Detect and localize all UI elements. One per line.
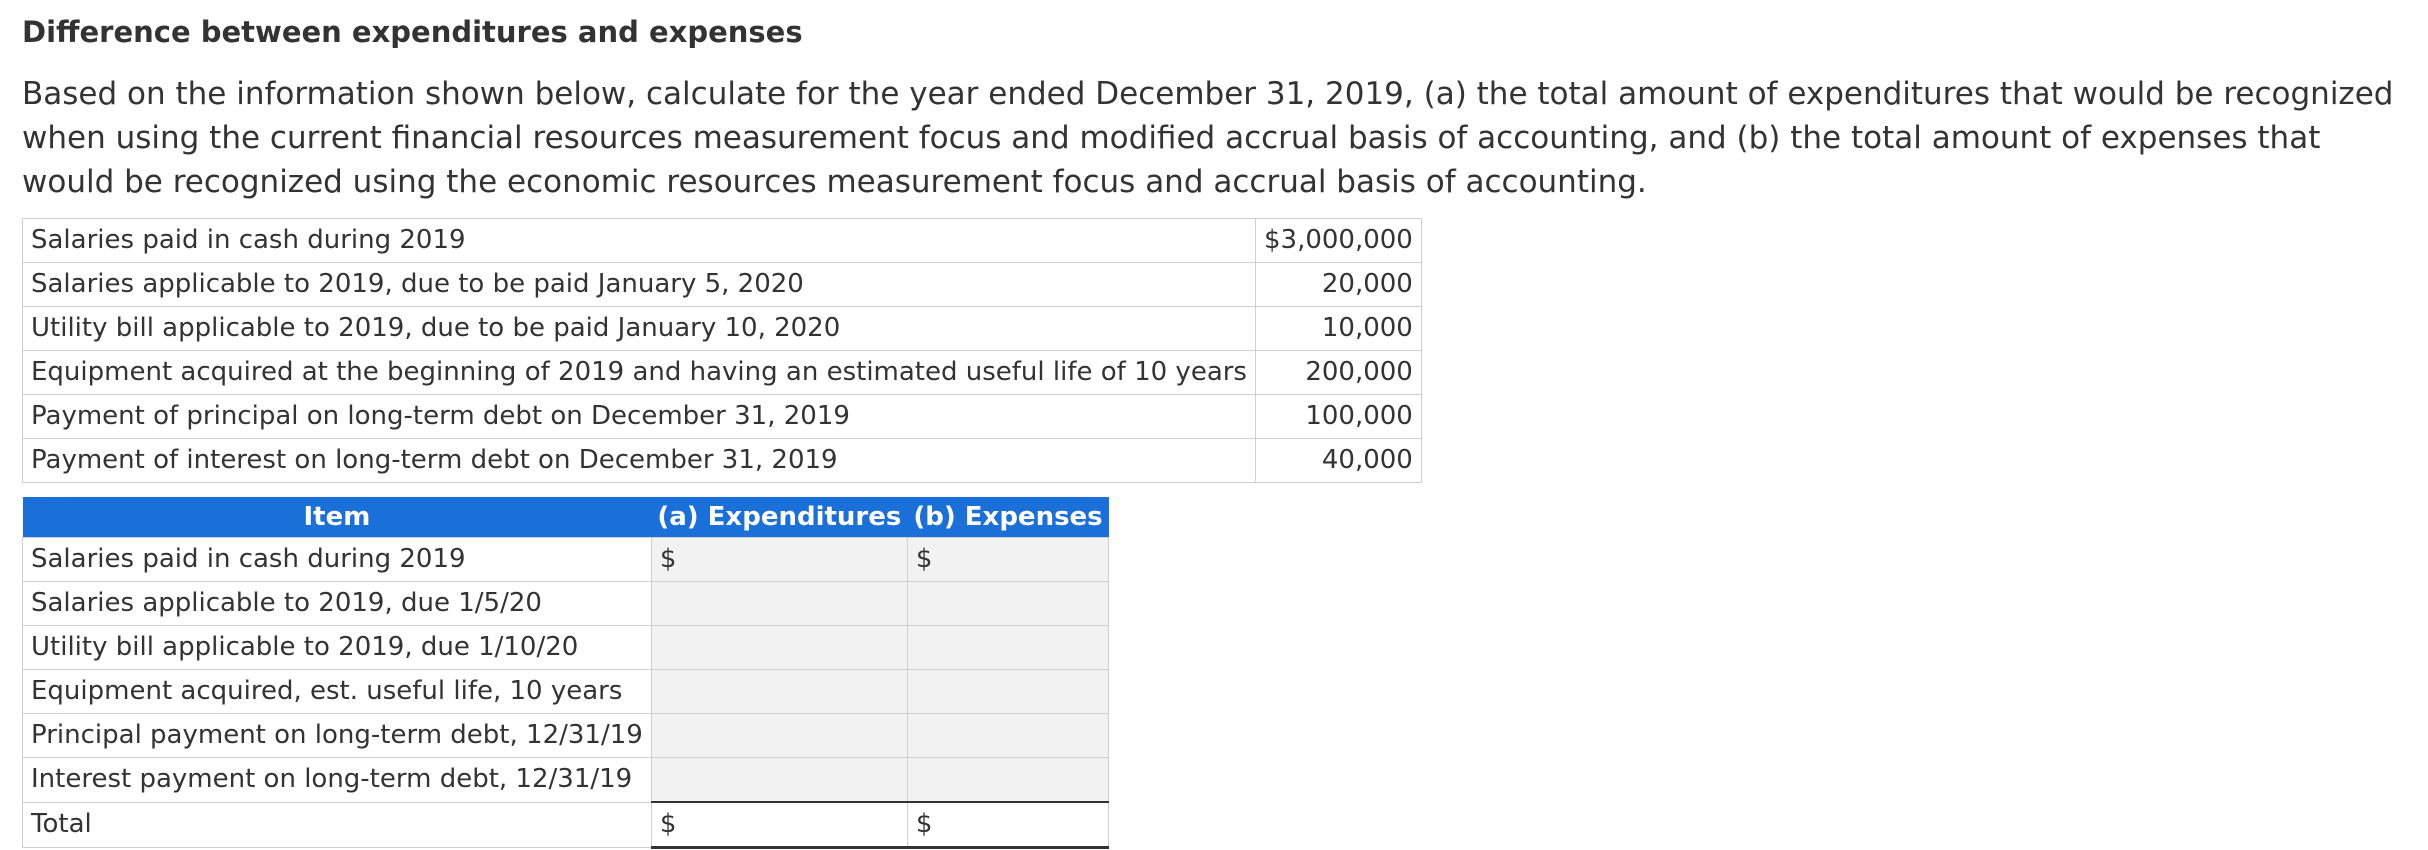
table-row xyxy=(23,395,1422,439)
row-label: Equipment acquired, est. useful life, 10 years xyxy=(23,670,652,714)
info-label: Payment of interest on long-term debt on December 31, 2019 xyxy=(23,439,1256,483)
table-row xyxy=(23,538,1109,582)
answer-table-header xyxy=(23,497,1109,538)
table-row xyxy=(23,626,1109,670)
table-row xyxy=(23,307,1422,351)
header-expenditures: (a) Expenditures xyxy=(651,497,907,538)
header-item: Item xyxy=(23,497,652,538)
info-amount: 100,000 xyxy=(1255,395,1421,439)
currency-prefix: $ xyxy=(915,544,933,574)
table-row xyxy=(23,714,1109,758)
expenditures-input[interactable] xyxy=(651,582,907,626)
expenditures-input[interactable] xyxy=(651,714,907,758)
table-row xyxy=(23,219,1422,263)
total-label: Total xyxy=(23,802,652,848)
info-label: Salaries paid in cash during 2019 xyxy=(23,219,1256,263)
expenditures-input[interactable] xyxy=(651,670,907,714)
currency-prefix: $ xyxy=(659,544,677,574)
expenses-input[interactable] xyxy=(907,538,1108,582)
info-label: Payment of principal on long-term debt on December 31, 2019 xyxy=(23,395,1256,439)
table-row xyxy=(23,351,1422,395)
expenses-input[interactable] xyxy=(907,582,1108,626)
expenditures-input[interactable] xyxy=(651,626,907,670)
row-label: Interest payment on long-term debt, 12/31/19 xyxy=(23,758,652,803)
table-row xyxy=(23,582,1109,626)
header-expenses: (b) Expenses xyxy=(907,497,1108,538)
problem-title: Difference between expenditures and expenses xyxy=(22,15,803,49)
row-label: Salaries applicable to 2019, due 1/5/20 xyxy=(23,582,652,626)
answer-table xyxy=(22,497,1109,849)
given-information-table xyxy=(22,218,1422,483)
table-row xyxy=(23,670,1109,714)
total-expenses-input[interactable] xyxy=(907,802,1108,848)
total-expenditures-input[interactable] xyxy=(651,802,907,848)
total-row xyxy=(23,802,1109,848)
expenditures-input[interactable] xyxy=(651,538,907,582)
info-label: Salaries applicable to 2019, due to be paid January 5, 2020 xyxy=(23,263,1256,307)
table-row xyxy=(23,263,1422,307)
expenses-input[interactable] xyxy=(907,714,1108,758)
expenses-input[interactable] xyxy=(907,670,1108,714)
currency-prefix: $ xyxy=(659,809,677,839)
row-label: Salaries paid in cash during 2019 xyxy=(23,538,652,582)
info-label: Utility bill applicable to 2019, due to be paid January 10, 2020 xyxy=(23,307,1256,351)
expenses-input[interactable] xyxy=(907,758,1108,803)
expenditures-input[interactable] xyxy=(651,758,907,803)
info-amount: 20,000 xyxy=(1255,263,1421,307)
info-amount: 200,000 xyxy=(1255,351,1421,395)
table-row xyxy=(23,439,1422,483)
row-label: Principal payment on long-term debt, 12/31/19 xyxy=(23,714,652,758)
info-amount: $3,000,000 xyxy=(1255,219,1421,263)
info-amount: 40,000 xyxy=(1255,439,1421,483)
row-label: Utility bill applicable to 2019, due 1/10/20 xyxy=(23,626,652,670)
problem-instructions: Based on the information shown below, calculate for the year ended December 31, 2019, (a) the total amount of expenditures that would be recognized when using the current financial resources measurement focus and modified accrual basis of accounting, and (b) the total amount of expenses that would be recognized using the economic resources measurement focus and accrual basis of accounting. xyxy=(22,76,2394,200)
currency-prefix: $ xyxy=(915,809,933,839)
info-amount: 10,000 xyxy=(1255,307,1421,351)
table-row xyxy=(23,758,1109,803)
expenses-input[interactable] xyxy=(907,626,1108,670)
info-label: Equipment acquired at the beginning of 2019 and having an estimated useful life of 10 years xyxy=(23,351,1256,395)
